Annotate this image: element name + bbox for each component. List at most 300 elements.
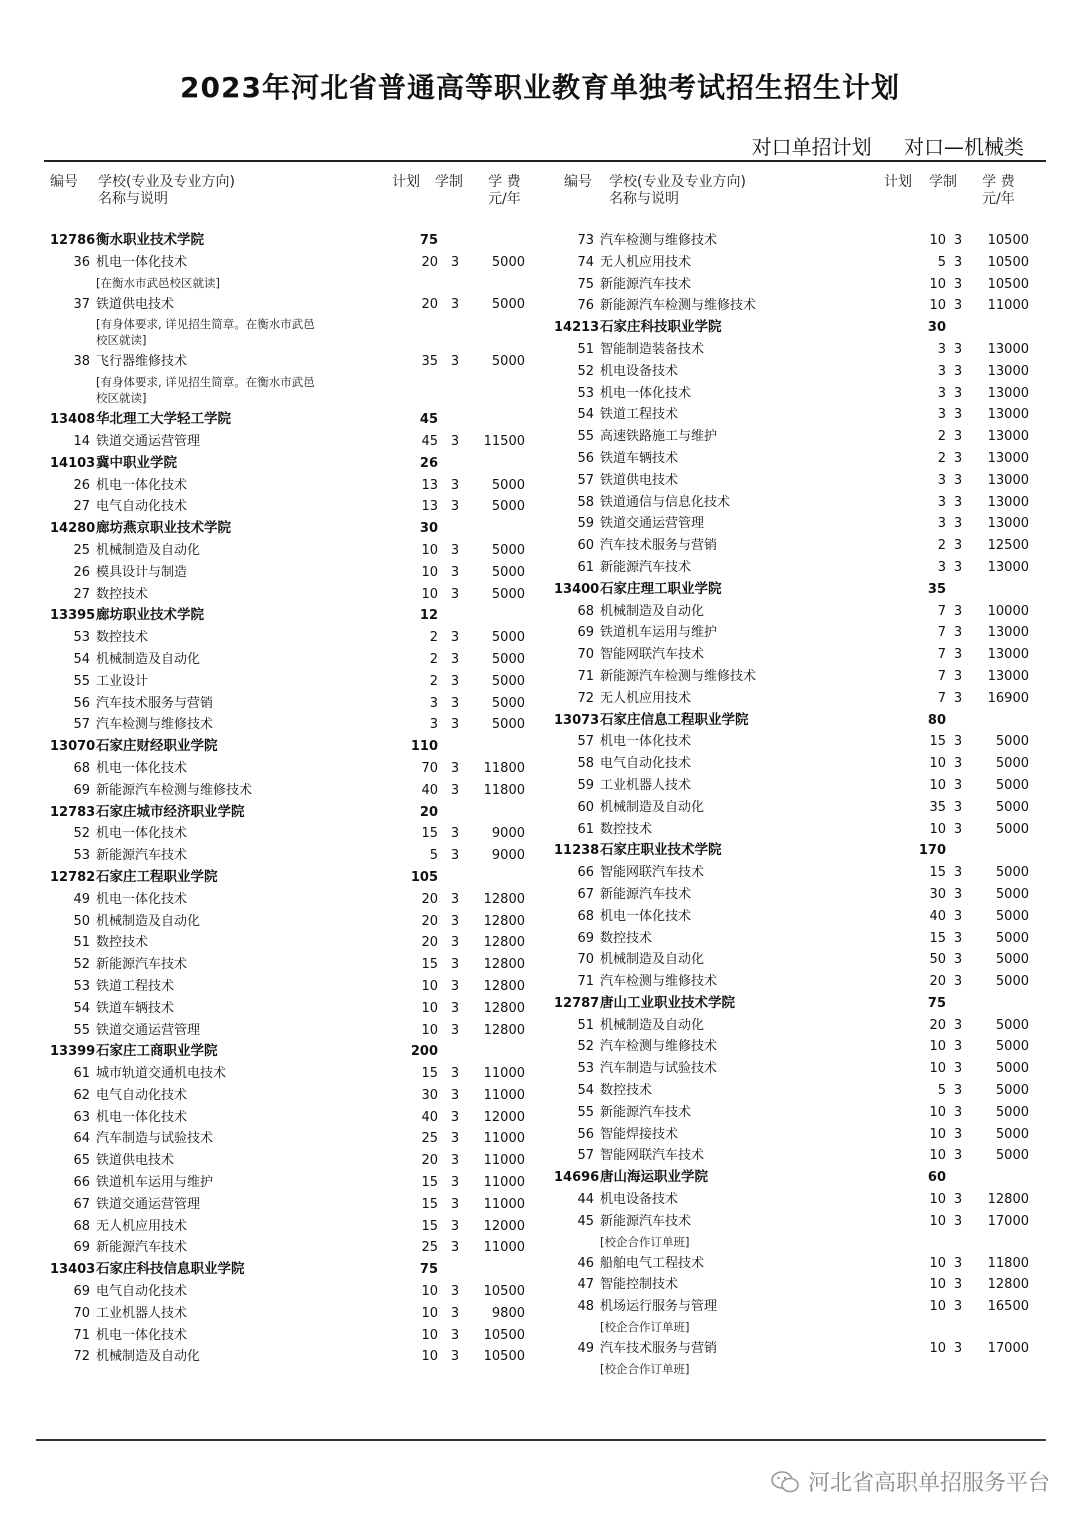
school-row [48,736,538,758]
major-number: 68 [577,908,594,924]
school-code: 14213 [554,320,600,336]
major-fee: 10500 [483,1284,525,1300]
major-name: 数控技术 [600,1083,653,1099]
major-number: 64 [73,1131,90,1147]
school-row [48,605,538,627]
major-row [552,1145,1046,1167]
school-code: 14280 [50,521,96,537]
major-fee: 5000 [491,586,525,602]
major-name: 新能源汽车技术 [600,1213,692,1229]
major-number: 52 [577,363,594,379]
major-row [552,797,1046,819]
major-years: 3 [953,647,963,663]
major-name: 工业机器人技术 [600,777,692,793]
major-plan: 15 [421,1196,438,1212]
major-row [552,1253,1046,1275]
major-number: 60 [577,799,594,815]
school-plan: 110 [410,739,438,755]
major-fee: 5000 [995,1039,1029,1055]
major-plan: 40 [421,1109,438,1125]
major-name: 汽车制造与试验技术 [600,1061,718,1077]
major-years: 3 [953,1299,963,1315]
major-plan: 15 [421,1218,438,1234]
major-name: 机电一体化技术 [600,908,692,924]
major-number: 27 [73,586,90,602]
major-name: 汽车制造与试验技术 [96,1131,214,1147]
school-name: 廊坊燕京职业技术学院 [96,520,231,537]
major-name: 铁道机车运用与维护 [600,625,718,641]
major-plan: 10 [421,1022,438,1038]
major-number: 70 [577,647,594,663]
major-name: 机电一体化技术 [600,734,692,750]
major-row [48,1107,538,1129]
major-note: [在衡水市武邑校区就读] [96,275,220,290]
major-fee: 5000 [491,564,525,580]
major-plan: 20 [421,1153,438,1169]
major-name: 新能源汽车技术 [600,886,692,902]
major-years: 3 [450,630,460,646]
major-row [552,252,1046,274]
major-name: 新能源汽车检测与维修技术 [96,782,253,798]
major-number: 69 [577,930,594,946]
major-fee: 13000 [987,625,1029,641]
major-row [48,714,538,736]
major-row [552,404,1046,426]
school-plan: 75 [419,1262,438,1278]
table-header [48,172,538,224]
major-name: 机械制造及自动化 [96,913,201,929]
major-plan: 2 [429,673,438,689]
major-fee: 5000 [995,1061,1029,1077]
major-row [552,622,1046,644]
school-plan: 60 [927,1170,946,1186]
right-column [552,172,1046,1380]
major-years: 3 [953,385,963,401]
major-fee: 12000 [483,1109,525,1125]
school-row [48,1259,538,1281]
major-fee: 10500 [483,1349,525,1365]
major-number: 59 [577,516,594,532]
major-fee: 11000 [483,1066,525,1082]
major-row [48,998,538,1020]
major-years: 3 [450,1131,460,1147]
major-years: 3 [450,848,460,864]
major-plan: 25 [421,1131,438,1147]
school-row [552,317,1046,339]
major-plan: 10 [929,756,946,772]
school-row [48,409,538,431]
major-years: 3 [953,908,963,924]
major-years: 3 [953,1126,963,1142]
major-plan: 30 [929,886,946,902]
school-row [552,840,1046,862]
major-name: 数控技术 [96,630,149,646]
major-number: 71 [577,668,594,684]
school-row [48,802,538,824]
major-name: 机电一体化技术 [96,477,188,493]
major-years: 3 [953,341,963,357]
major-plan: 3 [937,516,946,532]
major-number: 52 [577,1039,594,1055]
major-years: 3 [450,499,460,515]
major-name: 新能源汽车检测与维修技术 [600,298,757,314]
plan-type: 对口单招计划 [751,135,872,159]
major-plan: 7 [937,603,946,619]
major-name: 数控技术 [96,935,149,951]
major-plan: 15 [421,1066,438,1082]
major-years: 3 [953,298,963,314]
major-number: 57 [577,1148,594,1164]
major-number: 66 [73,1175,90,1191]
major-name: 机械制造及自动化 [600,1017,705,1033]
major-name: 高速铁路施工与维护 [600,429,718,445]
header-school: 学校(专业及专业方向) 名称与说明 [609,174,746,207]
major-row [552,971,1046,993]
bottom-rule [36,1439,1046,1441]
school-name: 唐山海运职业学院 [600,1169,708,1186]
major-name: 机电设备技术 [600,363,679,379]
major-plan: 15 [421,1175,438,1191]
category: 对口—机械类 [904,135,1024,159]
major-years: 3 [953,1255,963,1271]
major-plan: 10 [929,1192,946,1208]
major-fee: 10000 [987,603,1029,619]
major-number: 74 [577,254,594,270]
major-name: 城市轨道交通机电技术 [96,1066,227,1082]
major-name: 新能源汽车技术 [600,1104,692,1120]
school-name: 冀中职业学院 [96,454,177,471]
school-name: 石家庄信息工程职业学院 [600,711,749,728]
major-plan: 10 [421,1327,438,1343]
major-number: 65 [73,1153,90,1169]
major-number: 71 [73,1327,90,1343]
major-number: 56 [577,1126,594,1142]
major-row [552,884,1046,906]
major-years: 3 [450,935,460,951]
major-years: 3 [953,1017,963,1033]
major-number: 55 [73,673,90,689]
school-name: 廊坊职业技术学院 [96,607,204,624]
major-number: 53 [73,978,90,994]
major-row [48,845,538,867]
major-plan: 20 [421,935,438,951]
school-row [48,518,538,540]
major-name: 机电一体化技术 [96,760,188,776]
major-fee: 13000 [987,341,1029,357]
header-fee: 学 费 元/年 [982,174,1015,207]
major-plan: 7 [937,668,946,684]
major-years: 3 [953,886,963,902]
school-row [48,1041,538,1063]
header-years: 学制 [929,174,957,190]
major-fee: 10500 [483,1327,525,1343]
school-name: 石家庄职业技术学院 [600,842,722,859]
major-number: 36 [73,254,90,270]
major-row [48,889,538,911]
major-years: 3 [953,799,963,815]
major-years: 3 [953,494,963,510]
major-number: 14 [73,433,90,449]
major-number: 55 [577,1104,594,1120]
major-row [48,1150,538,1172]
major-number: 57 [73,717,90,733]
major-plan: 10 [421,1000,438,1016]
major-plan: 10 [929,777,946,793]
major-number: 26 [73,477,90,493]
major-plan: 13 [421,477,438,493]
school-code: 12782 [50,869,96,885]
school-plan: 35 [927,581,946,597]
major-plan: 20 [421,254,438,270]
major-fee: 10500 [987,233,1029,248]
major-number: 37 [73,296,90,312]
major-years: 3 [953,625,963,641]
major-plan: 10 [929,821,946,837]
major-name: 智能制造装备技术 [600,341,705,357]
major-row [48,475,538,497]
major-plan: 3 [937,559,946,575]
major-plan: 20 [421,891,438,907]
school-code: 13408 [50,412,96,428]
major-name: 铁道工程技术 [600,407,679,423]
major-note: [校企合作订单班] [600,1361,690,1376]
major-name: 船舶电气工程技术 [600,1255,705,1271]
school-plan: 26 [419,455,438,471]
major-name: 智能网联汽车技术 [600,1148,705,1164]
major-years: 3 [953,690,963,706]
major-row [552,448,1046,470]
major-plan: 2 [937,450,946,466]
major-name: 汽车检测与维修技术 [96,717,214,733]
major-row [552,1296,1046,1318]
major-years: 3 [450,1218,460,1234]
major-years: 3 [450,651,460,667]
major-number: 61 [73,1066,90,1082]
major-plan: 3 [937,341,946,357]
major-row [552,383,1046,405]
major-plan: 2 [937,538,946,554]
major-number: 57 [577,734,594,750]
major-number: 27 [73,499,90,515]
major-years: 3 [953,1061,963,1077]
major-row [552,513,1046,535]
major-name: 铁道交通运营管理 [96,1196,201,1212]
major-fee: 9000 [491,826,525,842]
school-code: 14696 [554,1170,600,1186]
major-row [552,1189,1046,1211]
major-fee: 11800 [987,1255,1029,1271]
major-plan: 10 [929,1255,946,1271]
major-fee: 5000 [491,477,525,493]
school-name: 唐山工业职业技术学院 [600,994,735,1011]
major-plan: 10 [929,1104,946,1120]
major-row [48,911,538,933]
major-row [552,819,1046,841]
major-plan: 7 [937,647,946,663]
major-name: 无人机应用技术 [600,690,692,706]
major-fee: 11800 [483,782,525,798]
major-years: 3 [450,1087,460,1103]
major-fee: 5000 [491,695,525,711]
major-number: 48 [577,1299,594,1315]
school-code: 14103 [50,455,96,471]
major-row [48,1172,538,1194]
major-note: [有身体要求, 详见招生简章。在衡水市武邑 校区就读] [96,317,315,348]
left-column [48,172,538,1368]
major-name: 机电一体化技术 [96,1109,188,1125]
major-fee: 5000 [995,908,1029,924]
major-number: 54 [73,1000,90,1016]
major-plan: 20 [421,913,438,929]
major-plan: 10 [421,1305,438,1321]
major-name: 智能网联汽车技术 [600,865,705,881]
major-fee: 5000 [995,886,1029,902]
major-fee: 12800 [483,1000,525,1016]
major-plan: 3 [937,472,946,488]
major-name: 机械制造及自动化 [600,603,705,619]
major-plan: 10 [421,586,438,602]
major-name: 铁道交通运营管理 [96,433,201,449]
major-name: 新能源汽车技术 [96,957,188,973]
major-years: 3 [953,429,963,445]
watermark-text: 河北省高职单招服务平台 [807,1471,1050,1496]
major-number: 53 [73,848,90,864]
major-number: 56 [73,695,90,711]
major-years: 3 [953,1341,963,1357]
major-row [552,274,1046,296]
major-number: 46 [577,1255,594,1271]
major-number: 51 [73,935,90,951]
school-row [552,579,1046,601]
school-code: 13403 [50,1262,96,1278]
major-plan: 5 [937,1083,946,1099]
major-years: 3 [953,1083,963,1099]
major-row [48,1194,538,1216]
major-years: 3 [953,756,963,772]
major-years: 3 [450,673,460,689]
major-years: 3 [450,1327,460,1343]
major-plan: 10 [421,1284,438,1300]
major-fee: 13000 [987,385,1029,401]
major-fee: 11800 [483,760,525,776]
major-plan: 10 [929,1341,946,1357]
major-name: 新能源汽车技术 [96,1240,188,1256]
major-plan: 3 [937,494,946,510]
major-row [552,753,1046,775]
major-name: 汽车技术服务与营销 [600,1341,718,1357]
major-number: 54 [577,1083,594,1099]
major-row [552,470,1046,492]
major-name: 铁道工程技术 [96,978,175,994]
header-years: 学制 [435,174,463,190]
major-years: 3 [450,1153,460,1169]
major-years: 3 [953,1148,963,1164]
major-number: 54 [73,651,90,667]
major-row [48,294,538,316]
major-name: 机电一体化技术 [96,254,188,270]
major-fee: 5000 [995,1148,1029,1164]
major-plan: 10 [929,1213,946,1229]
major-fee: 10500 [987,276,1029,292]
major-plan: 15 [929,734,946,750]
major-years: 3 [953,952,963,968]
major-plan: 10 [421,542,438,558]
major-row [552,1102,1046,1124]
major-years: 3 [953,472,963,488]
major-row [552,601,1046,623]
major-fee: 13000 [987,647,1029,663]
major-fee: 13000 [987,668,1029,684]
major-name: 机械制造及自动化 [96,651,201,667]
major-plan: 20 [929,1017,946,1033]
school-plan: 80 [927,712,946,728]
major-plan: 10 [421,978,438,994]
major-years: 3 [953,1192,963,1208]
major-plan: 10 [929,1299,946,1315]
school-code: 12787 [554,995,600,1011]
major-years: 3 [953,559,963,575]
major-name: 智能焊接技术 [600,1126,679,1142]
school-plan: 45 [419,412,438,428]
major-number: 58 [577,756,594,772]
major-number: 68 [577,603,594,619]
major-years: 3 [953,865,963,881]
major-name: 汽车检测与维修技术 [600,974,718,990]
major-years: 3 [450,1240,460,1256]
major-number: 69 [73,782,90,798]
major-number: 73 [577,233,594,248]
major-row [552,731,1046,753]
major-row [48,562,538,584]
major-fee: 12500 [987,538,1029,554]
major-fee: 5000 [491,499,525,515]
major-plan: 10 [421,564,438,580]
major-fee: 11000 [483,1153,525,1169]
major-years: 3 [953,516,963,532]
major-row [552,862,1046,884]
major-fee: 13000 [987,494,1029,510]
major-number: 53 [73,630,90,646]
major-years: 3 [450,717,460,733]
school-plan: 75 [419,233,438,248]
school-row [552,710,1046,732]
major-name: 新能源汽车技术 [600,276,692,292]
major-plan: 25 [421,1240,438,1256]
major-number: 76 [577,298,594,314]
major-row [48,954,538,976]
major-fee: 13000 [987,516,1029,532]
major-row [552,1058,1046,1080]
major-number: 69 [73,1284,90,1300]
major-years: 3 [450,354,460,370]
major-number: 66 [577,865,594,881]
major-plan: 50 [929,952,946,968]
header-code: 编号 [50,174,78,190]
major-fee: 5000 [491,717,525,733]
major-years: 3 [450,1022,460,1038]
major-plan: 40 [421,782,438,798]
major-years: 3 [450,1109,460,1125]
major-row [552,1124,1046,1146]
major-fee: 5000 [491,651,525,667]
major-plan: 20 [421,296,438,312]
major-row [48,351,538,373]
major-row [48,252,538,274]
school-plan: 30 [927,320,946,336]
major-fee: 12800 [483,957,525,973]
major-years: 3 [450,477,460,493]
major-number: 71 [577,974,594,990]
